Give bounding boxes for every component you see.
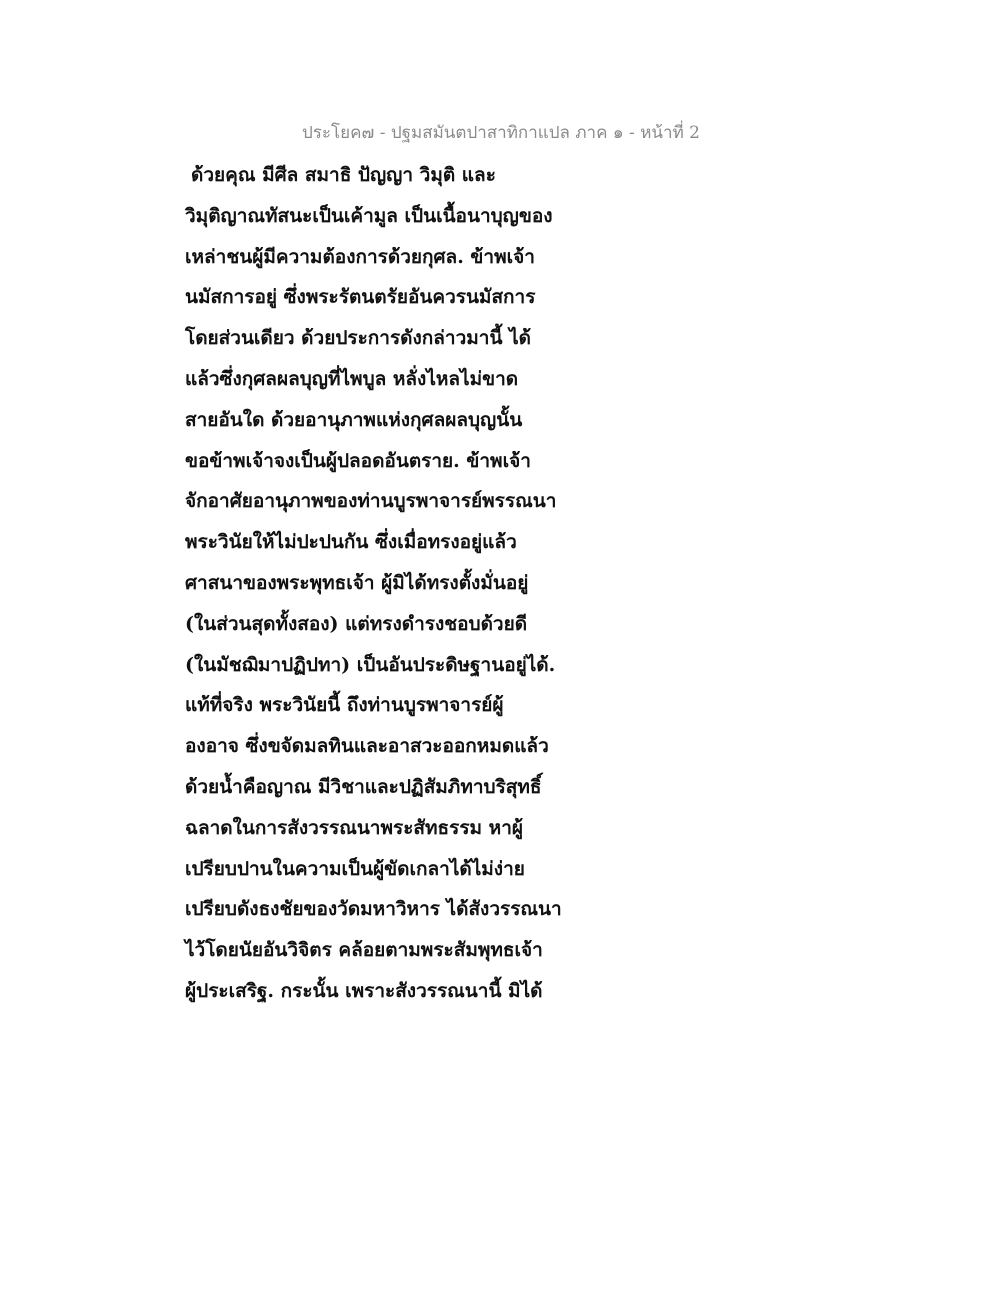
text-line: สายอันใด ด้วยอานุภาพแห่งกุศลผลบุญนั้น bbox=[185, 408, 523, 431]
text-line: เปรียบปานในความเป็นผู้ขัดเกลาได้ไม่ง่าย bbox=[185, 857, 525, 880]
text-line: ไว้โดยนัยอันวิจิตร คล้อยตามพระสัมพุทธเจ้า bbox=[185, 939, 543, 962]
text-line: เปรียบดังธงชัยของวัดมหาวิหาร ได้สังวรรณนา bbox=[185, 898, 562, 921]
text-line: (ในส่วนสุดทั้งสอง) แต่ทรงดำรงชอบด้วยดี bbox=[185, 612, 528, 635]
text-line: ด้วยคุณ มีศีล สมาธิ ปัญญา วิมุติ และ bbox=[191, 164, 496, 186]
text-line: แท้ที่จริง พระวินัยนี้ ถึงท่านบูรพาจารย์ผู้ bbox=[185, 694, 504, 717]
text-line: ศาสนาของพระพุทธเจ้า ผู้มิได้ทรงตั้งมั่นอยู่ bbox=[185, 571, 529, 594]
text-line: องอาจ ซึ่งขจัดมลทินและอาสวะออกหมดแล้ว bbox=[185, 735, 549, 758]
text-line: ขอข้าพเจ้าจงเป็นผู้ปลอดอันตราย. ข้าพเจ้า bbox=[185, 449, 531, 472]
text-line: เหล่าชนผู้มีความต้องการด้วยกุศล. ข้าพเจ้า bbox=[185, 245, 535, 268]
text-line: จักอาศัยอานุภาพของท่านบูรพาจารย์พรรณนา bbox=[185, 490, 557, 513]
text-line: ด้วยน้ำคือญาณ มีวิชาและปฏิสัมภิทาบริสุทธิ์ bbox=[185, 775, 542, 798]
body-text bbox=[185, 155, 605, 1012]
text-line: แล้วซึ่งกุศลผลบุญที่ไพบูล หลั่งไหลไม่ขาด bbox=[185, 367, 519, 390]
text-line: พระวินัยให้ไม่ปะปนกัน ซึ่งเมื่อทรงอยู่แล้ว bbox=[185, 531, 517, 554]
text-line: โดยส่วนเดียว ด้วยประการดังกล่าวมานี้ ได้ bbox=[185, 327, 531, 350]
text-line: วิมุติญาณทัสนะเป็นเค้ามูล เป็นเนื้อนาบุญของ bbox=[185, 204, 553, 227]
text-line: นมัสการอยู่ ซึ่งพระรัตนตรัยอันควรนมัสการ bbox=[185, 286, 536, 309]
text-line: (ในมัชฌิมาปฏิปทา) เป็นอันประดิษฐานอยู่ได้. bbox=[185, 653, 556, 676]
text-line: ผู้ประเสริฐ. กระนั้น เพราะสังวรรณนานี้ มิได้ bbox=[185, 979, 543, 1002]
running-header: ประโยค๗ - ปฐมสมันตปาสาทิกาแปล ภาค ๑ - หน้าที่ 2 bbox=[301, 123, 700, 143]
text-line: ฉลาดในการสังวรรณนาพระสัทธรรม หาผู้ bbox=[185, 816, 524, 839]
